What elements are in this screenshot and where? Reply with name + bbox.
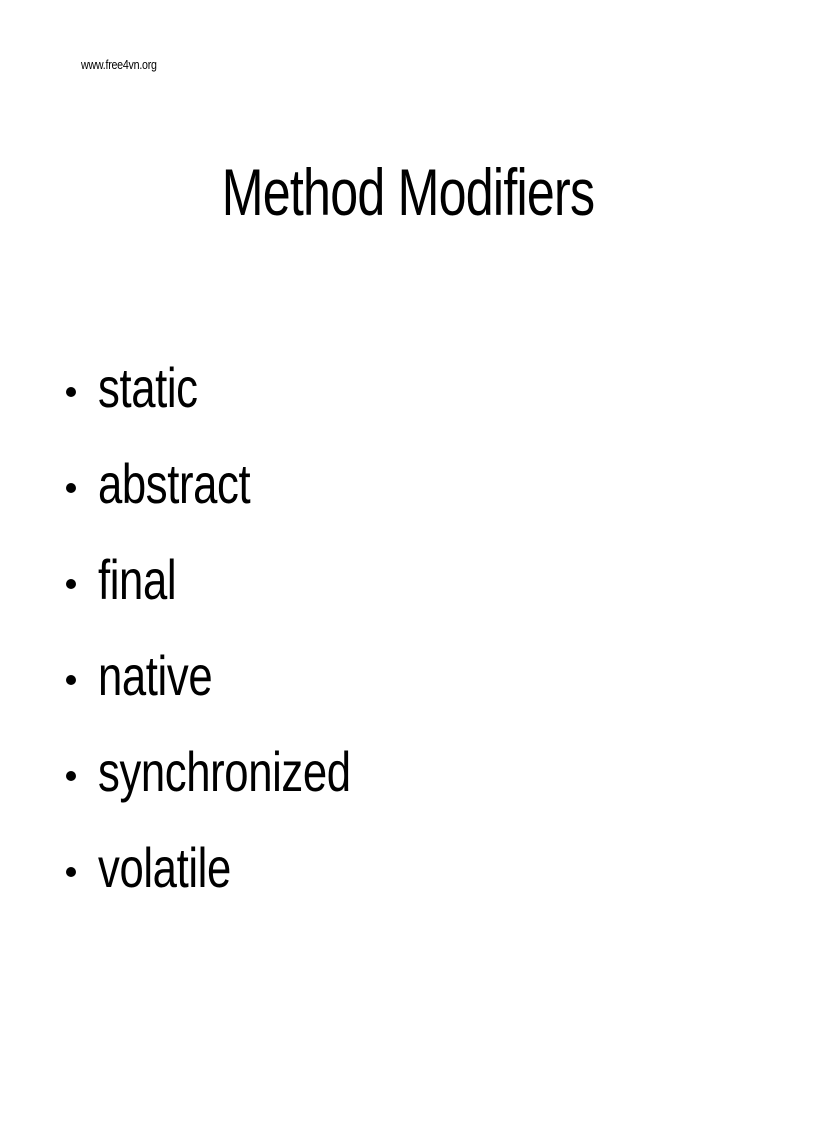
bullet-icon <box>66 771 76 781</box>
bullet-icon <box>66 483 76 493</box>
bullet-icon <box>66 579 76 589</box>
list-item <box>66 628 422 724</box>
bullet-text: volatile <box>98 836 231 899</box>
bullet-text: native <box>98 644 213 707</box>
bullet-text: final <box>98 548 177 611</box>
bullet-icon <box>66 675 76 685</box>
bullet-text: synchronized <box>98 740 351 803</box>
bullet-list <box>66 340 422 916</box>
list-item <box>66 724 422 820</box>
list-item <box>66 532 422 628</box>
list-item <box>66 436 422 532</box>
list-item <box>66 820 422 916</box>
bullet-text: static <box>98 356 198 419</box>
bullet-icon <box>66 867 76 877</box>
bullet-icon <box>66 387 76 397</box>
watermark-text: www.free4vn.org <box>81 57 157 72</box>
list-item <box>66 340 422 436</box>
bullet-text: abstract <box>98 452 251 515</box>
slide-title: Method Modifiers <box>221 155 595 229</box>
